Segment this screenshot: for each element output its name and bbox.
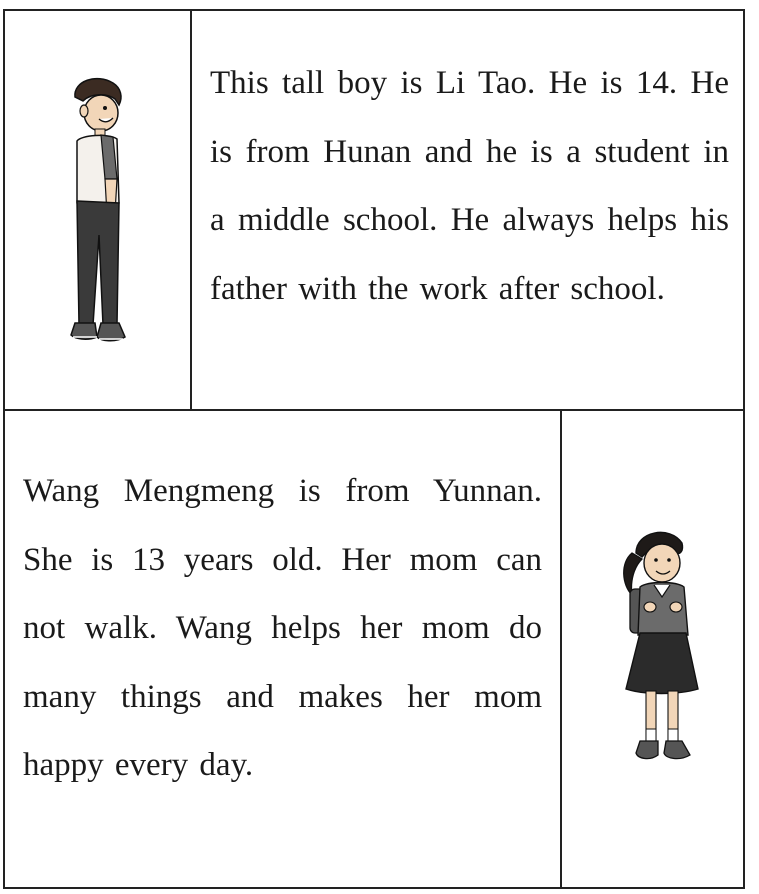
li-tao-text-cell <box>192 11 745 409</box>
wang-mengmeng-paragraph: Wang Mengmeng is from Yunnan. She is 13 years old. Her mom can not walk. Wang helps her mom do many things and makes her mom happy every day. <box>23 473 542 783</box>
li-tao-paragraph: This tall boy is Li Tao. He is 14. He is from Hunan and he is a student in a middle school. He always helps his father with the work after school. <box>210 65 729 307</box>
text-table <box>3 9 745 889</box>
wang-mengmeng-text-cell <box>5 411 560 887</box>
card-wang-mengmeng <box>5 411 743 887</box>
card-li-tao <box>5 11 743 411</box>
boy-illustration <box>57 75 137 357</box>
boy-picture-cell <box>5 11 192 409</box>
girl-picture-cell <box>560 411 745 887</box>
girl-illustration <box>618 523 708 785</box>
